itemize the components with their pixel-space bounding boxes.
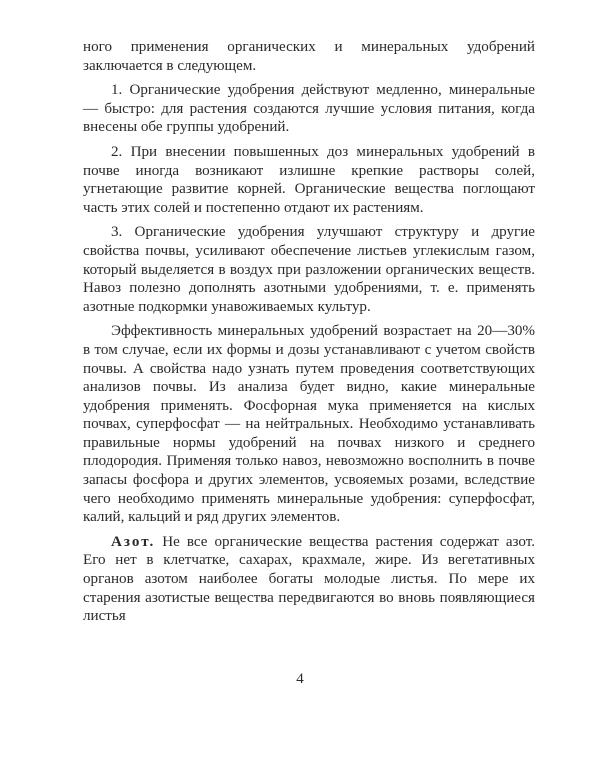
section-term-nitrogen: Азот. [111, 533, 156, 550]
page-number: 4 [296, 671, 304, 687]
page-text [83, 38, 535, 632]
paragraph-nitrogen-text: Не все органические вещества растения содержат азот. Его нет в клетчатке, сахарах, крахмале, жире. Из вегетативных органов азотом наиболее богаты молодые листья. По мере их старения азотистые вещества передвигаются во вновь появляющиеся листья [83, 533, 535, 625]
paragraph-item-3: 3. Органические удобрения улучшают структуру и другие свойства почвы, усиливают обеспечение листьев углекислым газом, который выделяется в воздух при разложении органических веществ. Навоз полезно дополнять азотными удобрениями, т. е. применять азотные подкормки унавоживаемых культур. [83, 224, 535, 315]
paragraph-item-1: 1. Органические удобрения действуют медленно, минеральные — быстро: для растения создаются лучшие условия питания, когда внесены обе группы удобрений. [83, 82, 535, 136]
paragraph-nitrogen [83, 533, 535, 626]
paragraph-fertilizer-effectiveness: Эффективность минеральных удобрений возрастает на 20—30% в том случае, если их формы и дозы устанавливают с учетом свойств почвы. А свойства надо узнать путем проведения соответствующих анализов почвы. Из анализа будет видно, какие минеральные удобрения применять. Фосфорная мука применяется на кислых почвах, суперфосфат — на нейтральных. Необходимо устанавливать правильные нормы удобрений на почвах низкого и среднего плодородия. Применяя только навоз, невозможно восполнить в почве запасы фосфора и других элементов, усвояемых розами, вследствие чего необходимо применять минеральные удобрения: суперфосфат, калий, кальций и ряд других элементов. [83, 323, 535, 526]
paragraph-item-2: 2. При внесении повышенных доз минеральных удобрений в почве иногда возникают излишне крепкие растворы солей, угнетающие развитие корней. Органические вещества поглощают часть этих солей и постепенно отдают их растениям. [83, 143, 535, 216]
paragraph-continuation: ного применения органических и минеральных удобрений заключается в следующем. [83, 39, 535, 74]
